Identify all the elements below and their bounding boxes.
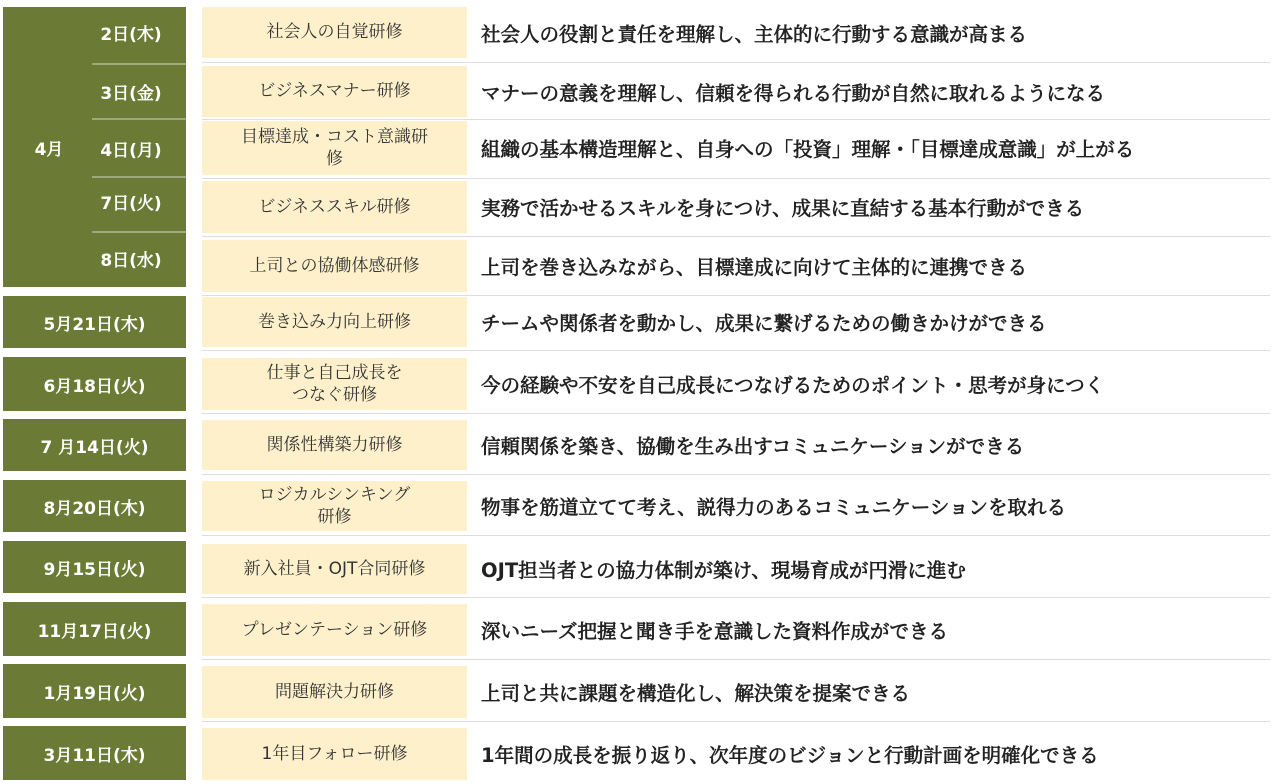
training-description: OJT担当者との協力体制が築け、現場育成が円滑に進む <box>481 559 966 582</box>
training-title: ビジネススキル研修 <box>202 181 467 233</box>
training-title: 問題解決力研修 <box>202 666 467 718</box>
day-label: 7日(火) <box>100 193 162 214</box>
training-description: 社会人の役割と責任を理解し、主体的に行動する意識が高まる <box>481 22 1028 46</box>
training-title: 社会人の自覚研修 <box>202 7 467 58</box>
training-title: 上司との協働体感研修 <box>202 240 467 292</box>
training-description: 1年間の成長を振り返り、次年度のビジョンと行動計画を明確化できる <box>481 744 1099 767</box>
training-description: 信頼関係を築き、協働を生み出すコミュニケーションができる <box>481 435 1025 458</box>
training-description: 上司と共に課題を構造化し、解決策を提案できる <box>481 682 911 705</box>
training-title: 仕事と自己成長を つなぐ研修 <box>202 358 467 410</box>
date-label: 6月18日(火) <box>3 357 186 411</box>
date-label: 7 月14日(火) <box>3 419 186 471</box>
training-title: ロジカルシンキング 研修 <box>202 481 467 531</box>
training-description: 物事を筋道立てて考え、説得力のあるコミュニケーションを取れる <box>481 496 1067 519</box>
training-description: 今の経験や不安を自己成長につなげるためのポイント・思考が身につく <box>481 374 1105 397</box>
row-divider <box>202 474 1270 475</box>
row-divider <box>202 721 1270 722</box>
row-divider <box>92 176 186 178</box>
day-label: 4日(月) <box>100 140 162 161</box>
date-label: 11月17日(火) <box>3 602 186 656</box>
day-label: 8日(水) <box>100 250 162 271</box>
training-description: チームや関係者を動かし、成果に繋げるための働きかけができる <box>481 312 1047 335</box>
training-title: 1年目フォロー研修 <box>202 728 467 780</box>
training-description: 組織の基本構造理解と、自身への「投資」理解・「目標達成意識」が上がる <box>481 138 1135 161</box>
date-label: 1月19日(火) <box>3 664 186 718</box>
row-divider <box>202 119 1270 120</box>
training-title: プレゼンテーション研修 <box>202 604 467 656</box>
training-title: 関係性構築力研修 <box>202 420 467 470</box>
row-divider <box>202 350 1270 351</box>
training-description: 深いニーズ把握と聞き手を意識した資料作成ができる <box>481 620 949 643</box>
row-divider <box>92 118 186 120</box>
training-description: マナーの意義を理解し、信頼を得られる行動が自然に取れるようになる <box>481 81 1106 105</box>
row-divider <box>92 231 186 233</box>
training-description: 実務で活かせるスキルを身につけ、成果に直結する基本行動ができる <box>481 197 1085 220</box>
row-divider <box>202 597 1270 598</box>
training-title: 目標達成・コスト意識研 修 <box>202 121 467 175</box>
row-divider <box>92 63 186 65</box>
day-label: 2日(木) <box>100 24 162 45</box>
training-description: 上司を巻き込みながら、目標達成に向けて主体的に連携できる <box>481 256 1028 279</box>
row-divider <box>202 295 1270 296</box>
row-divider <box>202 659 1270 660</box>
date-label: 9月15日(火) <box>3 541 186 593</box>
row-divider <box>202 62 1270 63</box>
training-title: 新入社員・OJT合同研修 <box>202 544 467 594</box>
row-divider <box>202 535 1270 536</box>
row-divider <box>202 178 1270 179</box>
training-title: ビジネスマナー研修 <box>202 66 467 117</box>
date-label: 5月21日(木) <box>3 296 186 348</box>
date-label: 8月20日(木) <box>3 480 186 532</box>
row-divider <box>202 236 1270 237</box>
date-label: 3月11日(木) <box>3 726 186 780</box>
row-divider <box>202 413 1270 414</box>
training-title: 巻き込み力向上研修 <box>202 297 467 347</box>
april-month-label: 4月 <box>34 139 64 160</box>
day-label: 3日(金) <box>100 83 162 104</box>
